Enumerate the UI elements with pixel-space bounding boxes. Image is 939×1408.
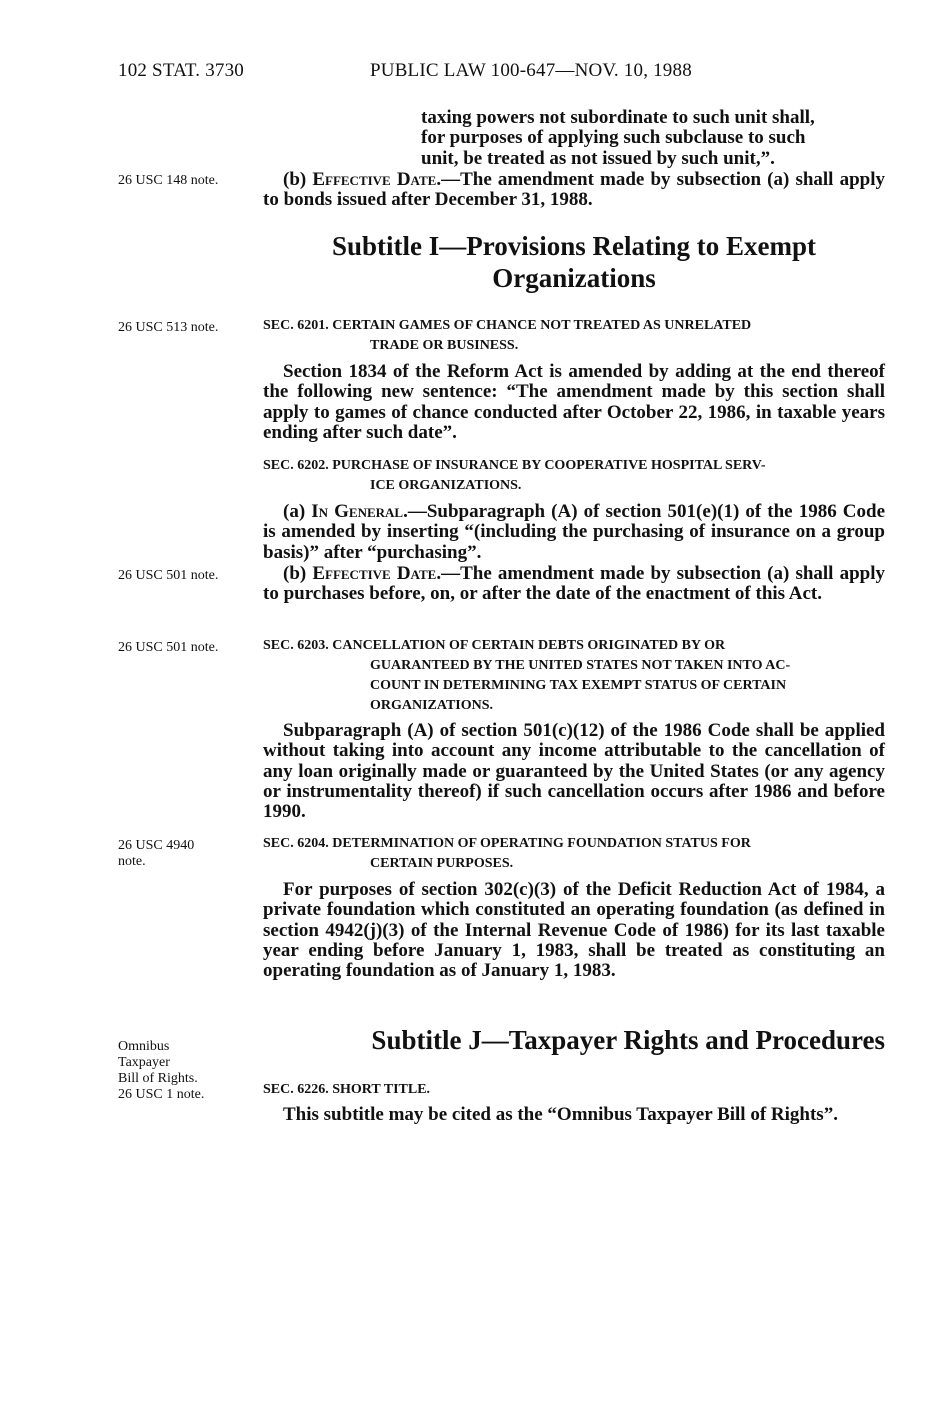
section-6226-heading: SEC. 6226. SHORT TITLE. <box>263 1082 431 1097</box>
subtitle-j-heading: Subtitle J—Taxpayer Rights and Procedures <box>371 1025 885 1055</box>
section-heading-line: SEC. 6203. CANCELLATION OF CERTAIN DEBTS ORIGINATED BY OR <box>263 638 726 653</box>
margin-note-line: Omnibus <box>118 1039 170 1054</box>
subsection-text: .—The amendment made by subsection (a) shall apply to bonds issued after December 31, 1988. <box>263 169 885 211</box>
section-heading-line: SEC. 6204. DETERMINATION OF OPERATING FOUNDATION STATUS FOR <box>263 836 751 851</box>
margin-note-usc-4940 <box>118 838 258 870</box>
margin-note-usc-513: 26 USC 513 note. <box>118 320 219 335</box>
section-heading-line: CERTAIN PURPOSES. <box>370 856 514 871</box>
section-heading-line: COUNT IN DETERMINING TAX EXEMPT STATUS OF CERTAIN <box>370 678 787 693</box>
public-law-header: PUBLIC LAW 100-647—NOV. 10, 1988 <box>370 60 692 81</box>
margin-note-line: 26 USC 4940 <box>118 838 195 853</box>
margin-note-usc-148: 26 USC 148 note. <box>118 173 219 188</box>
section-6202-subsection-b <box>263 564 885 605</box>
subsection-prefix: (b) <box>283 169 313 190</box>
margin-note-line: Bill of Rights. <box>118 1071 198 1086</box>
continuation-line: for purposes of applying such subclause to such <box>421 127 806 149</box>
section-text: Section 1834 of the Reform Act is amended by adding at the end thereof the following new sentence: “The amendment made by this section shall apply to games of chance conducted after October 22, 1986, in taxable years ending after such date”. <box>263 361 885 443</box>
section-heading-line: ICE ORGANIZATIONS. <box>370 478 522 493</box>
margin-note-omnibus <box>118 1039 258 1103</box>
continuation-line: unit, be treated as not issued by such unit,”. <box>421 147 775 169</box>
section-heading-line: SEC. 6202. PURCHASE OF INSURANCE BY COOPERATIVE HOSPITAL SERV- <box>263 458 766 473</box>
section-heading-line: TRADE OR BUSINESS. <box>370 338 519 353</box>
section-6202-heading <box>263 456 885 496</box>
section-text: This subtitle may be cited as the “Omnibus Taxpayer Bill of Rights”. <box>283 1104 838 1125</box>
section-heading-line: SEC. 6201. CERTAIN GAMES OF CHANCE NOT TREATED AS UNRELATED <box>263 318 752 333</box>
subsection-text: .—Subparagraph (A) of section 501(e)(1) of the 1986 Code is amended by inserting “(including the purchasing of insurance on a group basis)” after “purchasing”. <box>263 501 885 563</box>
section-text: Subparagraph (A) of section 501(c)(12) of the 1986 Code shall be applied without taking into account any income attributable to the cancellation of any loan originally made or guaranteed by the United States (or any agency or instrumentality thereof) if such cancellation occurs after 1986 and before 1990. <box>263 720 885 823</box>
subsection-heading: Effective Date <box>312 169 437 190</box>
subtitle-i-heading <box>263 230 885 294</box>
effective-date-paragraph <box>263 170 885 211</box>
section-6203-heading <box>263 636 885 716</box>
section-heading-line: GUARANTEED BY THE UNITED STATES NOT TAKEN INTO AC- <box>370 658 791 673</box>
subtitle-i-line: Subtitle I—Provisions Relating to Exempt <box>331 231 817 261</box>
section-6203-body <box>263 721 885 822</box>
subsection-heading: In General <box>311 501 404 522</box>
subsection-text: .—The amendment made by subsection (a) shall apply to purchases before, on, or after the date of the enactment of this Act. <box>263 563 885 605</box>
subsection-heading: Effective Date <box>312 563 437 584</box>
section-6201-body <box>263 362 885 443</box>
subtitle-i-line: Organizations <box>492 263 656 293</box>
section-6204-heading <box>263 834 885 874</box>
continuation-line: taxing powers not subordinate to such unit shall, <box>421 107 815 128</box>
section-6202-subsection-a <box>263 502 885 563</box>
section-text: For purposes of section 302(c)(3) of the Deficit Reduction Act of 1984, a private foundation which constituted an operating foundation (as defined in section 4942(j)(3) of the Internal Revenue Code of 1986) for its last taxable year ending before January 1, 1983, shall be treated as constituting an operating foundation as of January 1, 1983. <box>263 879 885 982</box>
margin-note-line: 26 USC 1 note. <box>118 1087 205 1102</box>
margin-note-usc-501: 26 USC 501 note. <box>118 568 219 583</box>
section-heading-line: ORGANIZATIONS. <box>370 698 494 713</box>
subsection-prefix: (a) <box>283 501 312 522</box>
margin-note-usc-501: 26 USC 501 note. <box>118 640 219 655</box>
section-6201-heading <box>263 316 885 356</box>
page-stat-citation: 102 STAT. 3730 <box>118 60 245 81</box>
margin-note-line: note. <box>118 854 146 869</box>
margin-note-line: Taxpayer <box>118 1055 170 1070</box>
section-6226-body <box>263 1105 885 1125</box>
continuation-block <box>263 108 885 169</box>
subsection-prefix: (b) <box>283 563 313 584</box>
section-6204-body <box>263 880 885 981</box>
